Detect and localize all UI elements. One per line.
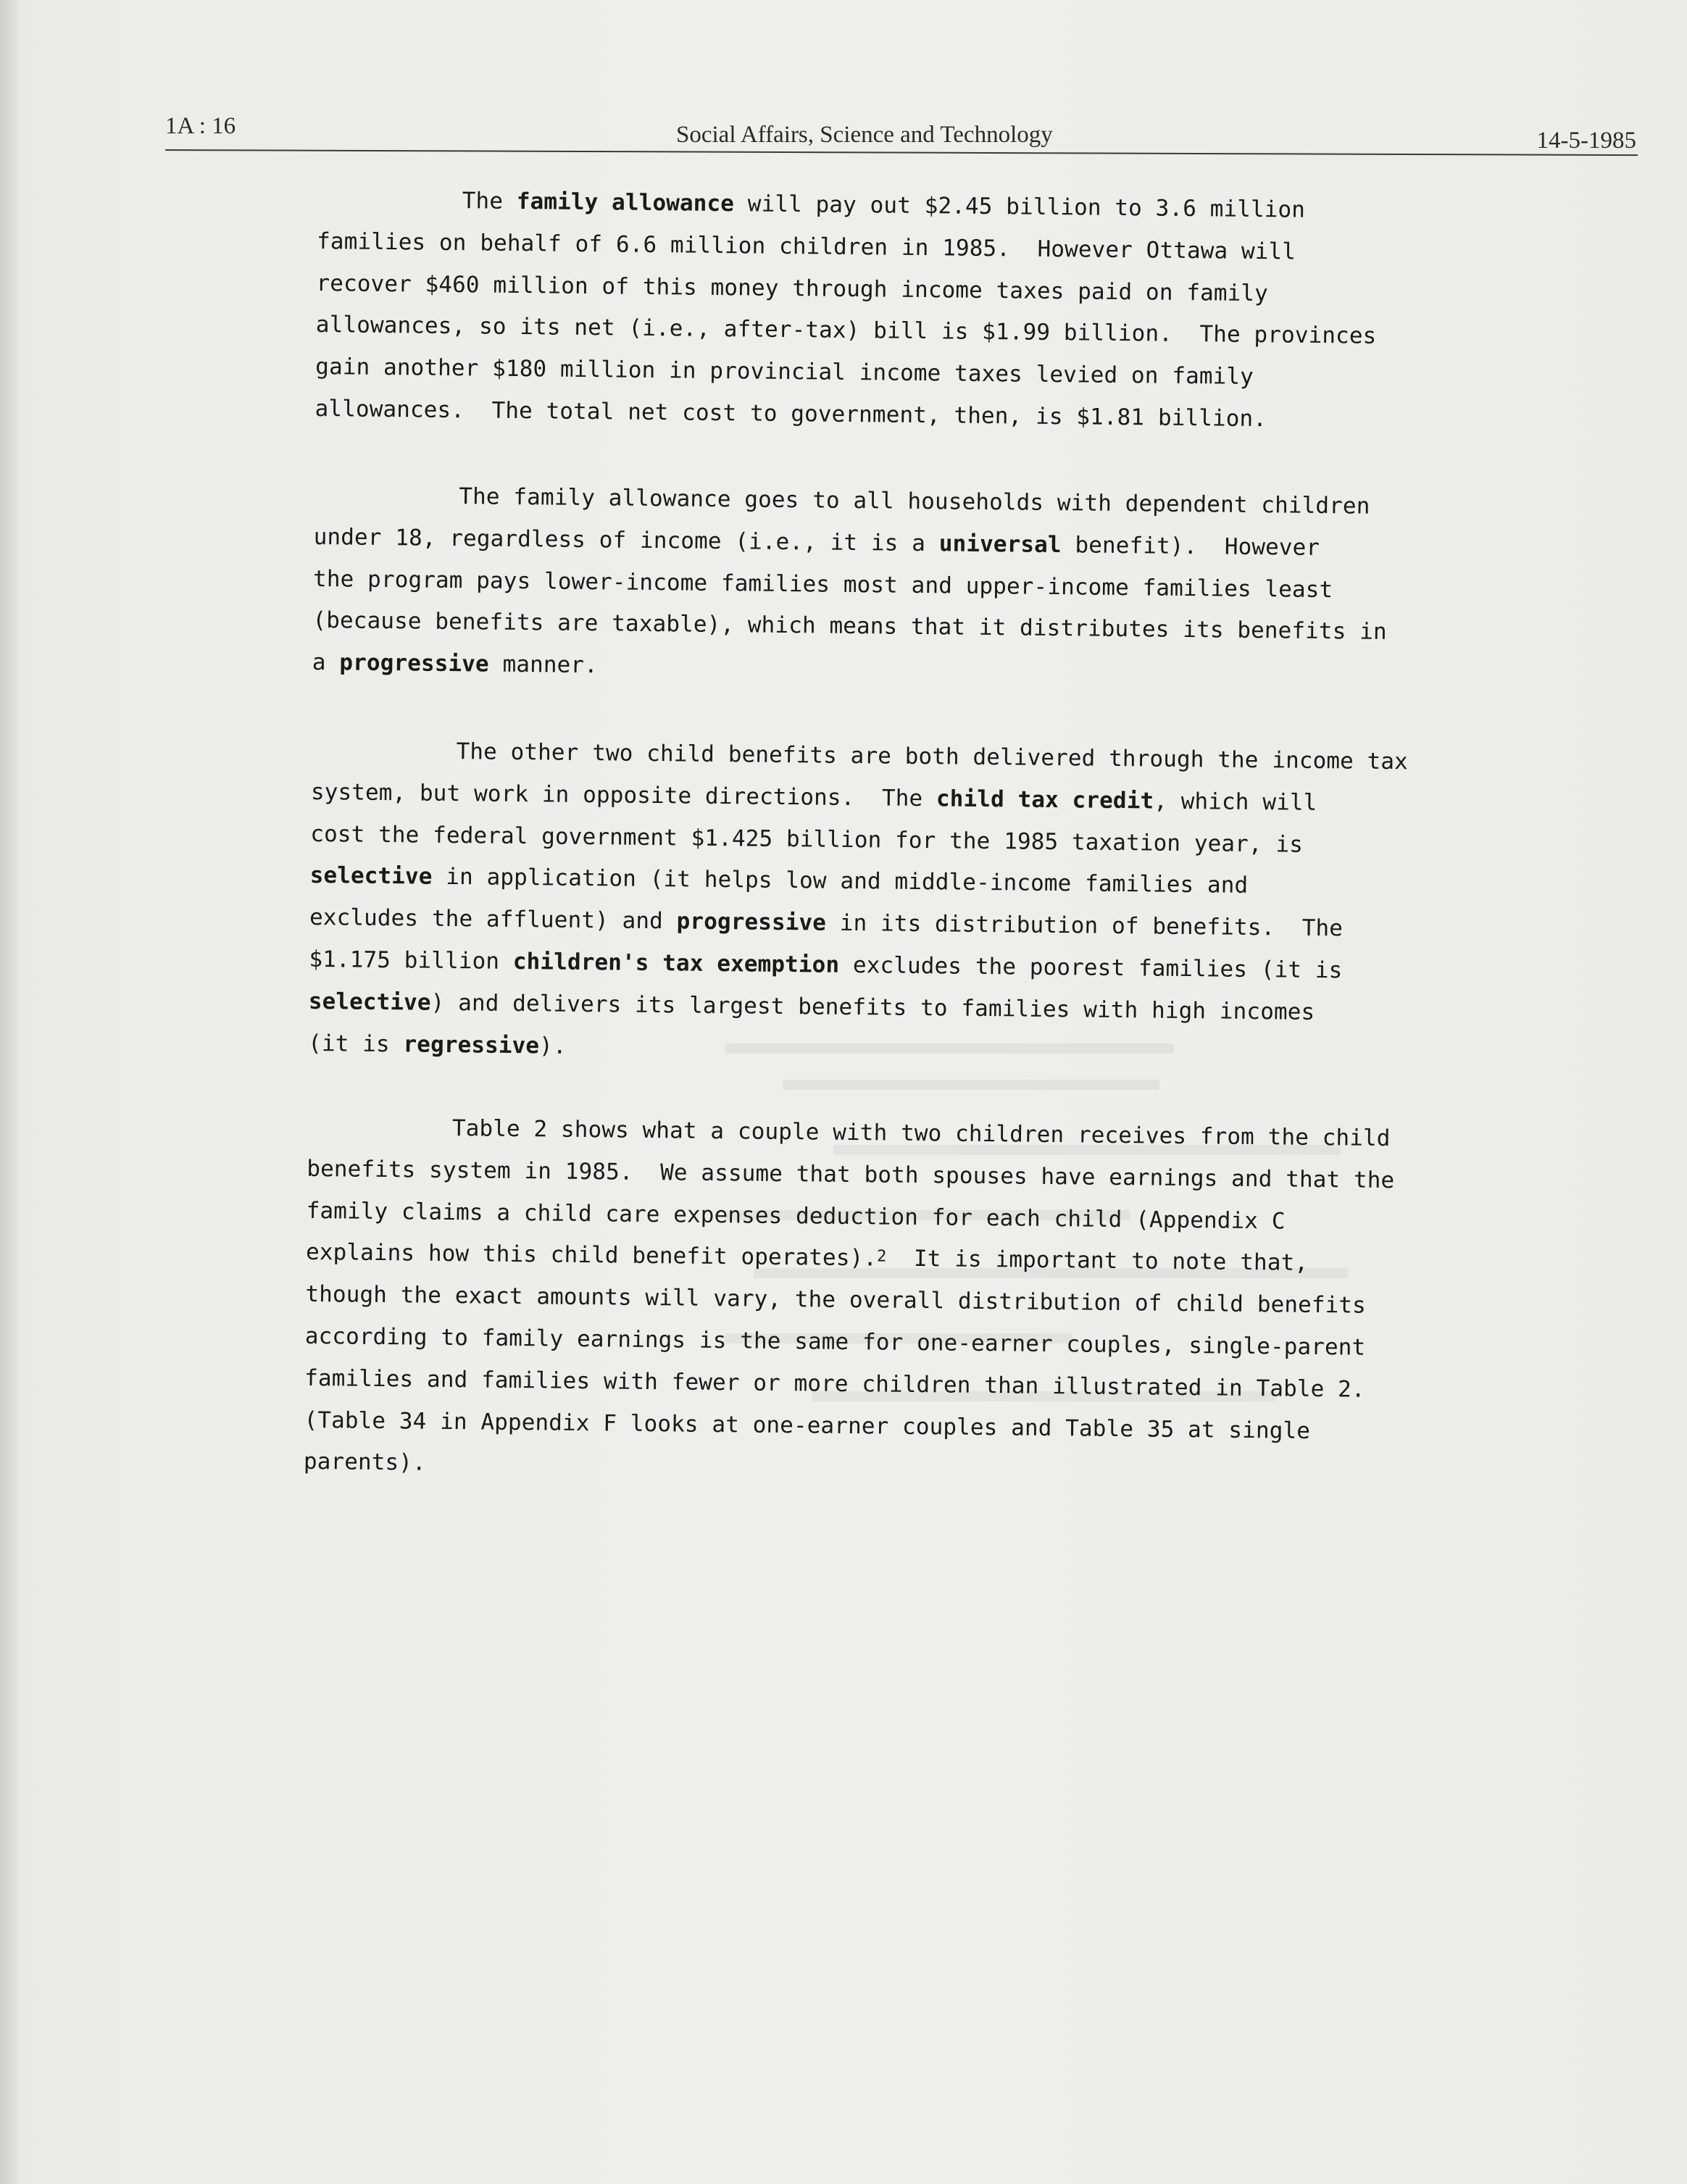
text-line bbox=[311, 778, 1317, 817]
text-run: under 18, regardless of income (i.e., it is a bbox=[313, 523, 940, 557]
text-line bbox=[310, 820, 1303, 859]
bold-term: child tax credit bbox=[936, 785, 1154, 814]
bold-term: progressive bbox=[676, 908, 827, 936]
text-run: (it is bbox=[307, 1030, 404, 1057]
text-line bbox=[456, 737, 1408, 776]
paragraph bbox=[315, 185, 1477, 433]
text-run: families and families with fewer or more children than illustrated in Table 2. bbox=[304, 1364, 1365, 1403]
text-line bbox=[317, 227, 1296, 267]
text-line bbox=[315, 394, 1267, 433]
page-edge-shadow bbox=[0, 0, 19, 2184]
text-run: families on behalf of 6.6 million children in 1985. However Ottawa will bbox=[316, 228, 1296, 265]
text-line bbox=[304, 1447, 426, 1477]
page-number: 1A : 16 bbox=[165, 113, 236, 139]
text-run: in its distribution of benefits. The bbox=[825, 909, 1344, 942]
text-line bbox=[312, 648, 598, 680]
text-run: (because benefits are taxable), which means that it distributes its benefits in bbox=[312, 607, 1387, 646]
text-line bbox=[312, 606, 1387, 646]
text-run: though the exact amounts will vary, the overall distribution of child benefits bbox=[305, 1281, 1367, 1319]
bold-term: universal bbox=[938, 530, 1062, 558]
text-run: Table 2 shows what a couple with two children receives from the child bbox=[451, 1115, 1391, 1152]
text-run: manner. bbox=[488, 651, 599, 679]
bold-term: selective bbox=[309, 862, 433, 891]
text-run: will pay out $2.45 billion to 3.6 million bbox=[733, 191, 1306, 223]
text-run: cost the federal government $1.425 billion for the 1985 taxation year, is bbox=[310, 820, 1304, 858]
text-run: according to family earnings is the same for one-earner couples, single-parent bbox=[304, 1322, 1366, 1361]
text-run: The bbox=[462, 188, 517, 214]
text-run: in application (it helps low and middle-income families and bbox=[432, 864, 1249, 899]
text-line bbox=[462, 186, 1306, 225]
text-line bbox=[316, 269, 1268, 308]
text-run: excludes the poorest families (it is bbox=[838, 951, 1343, 984]
text-run: , which will bbox=[1154, 788, 1317, 816]
bold-term: family allowance bbox=[516, 188, 735, 217]
text-run: The other two child benefits are both delivered through the income tax bbox=[456, 738, 1409, 775]
text-line bbox=[308, 1029, 567, 1061]
text-run: $1.175 billion bbox=[309, 946, 514, 975]
bold-term: selective bbox=[308, 988, 431, 1016]
text-run: The family allowance goes to all households with dependent children bbox=[459, 483, 1370, 520]
text-line bbox=[309, 987, 1315, 1027]
text-line bbox=[316, 310, 1377, 351]
text-line bbox=[314, 522, 1320, 562]
text-run: explains how this child benefit operates). bbox=[305, 1239, 878, 1272]
text-run: ) and delivers its largest benefits to families with high incomes bbox=[430, 989, 1315, 1025]
text-run: benefit). However bbox=[1061, 531, 1320, 561]
text-line bbox=[309, 903, 1343, 943]
text-line bbox=[313, 564, 1333, 604]
header-date: 14-5-1985 bbox=[1536, 128, 1636, 154]
text-run: ). bbox=[538, 1032, 567, 1059]
text-line bbox=[309, 861, 1248, 900]
text-run: gain another $180 million in provincial income taxes levied on family bbox=[315, 354, 1254, 391]
text-run: system, but work in opposite directions. The bbox=[310, 778, 937, 812]
text-run: a bbox=[312, 649, 340, 676]
bold-term: regressive bbox=[403, 1030, 540, 1059]
text-run: allowances. The total net cost to government, then, is $1.81 billion. bbox=[315, 395, 1267, 433]
text-run: (Table 34 in Appendix F looks at one-earner couples and Table 35 at single bbox=[304, 1406, 1311, 1444]
text-line bbox=[315, 352, 1254, 391]
body-text bbox=[303, 185, 1477, 1477]
text-run: excludes the affluent) and bbox=[309, 904, 677, 935]
text-line bbox=[309, 945, 1342, 985]
bold-term: children's tax exemption bbox=[512, 948, 840, 978]
text-run: allowances, so its net (i.e., after-tax) bill is $1.99 billion. The provinces bbox=[315, 312, 1377, 350]
text-run: parents). bbox=[303, 1449, 426, 1477]
footnote-ref: 2 bbox=[876, 1247, 887, 1266]
text-run: family claims a child care expenses deduction for each child (Appendix C bbox=[306, 1197, 1286, 1235]
header-title: Social Affairs, Science and Technology bbox=[676, 122, 1053, 148]
text-run: the program pays lower-income families most and upper-income families least bbox=[312, 565, 1333, 603]
text-line bbox=[459, 482, 1370, 521]
bold-term: progressive bbox=[339, 649, 489, 678]
text-run: benefits system in 1985. We assume that both spouses have earnings and that the bbox=[307, 1155, 1395, 1193]
text-run: recover $460 million of this money through income taxes paid on family bbox=[316, 270, 1269, 307]
running-header bbox=[165, 110, 1636, 154]
text-run: It is important to note that, bbox=[886, 1245, 1309, 1277]
